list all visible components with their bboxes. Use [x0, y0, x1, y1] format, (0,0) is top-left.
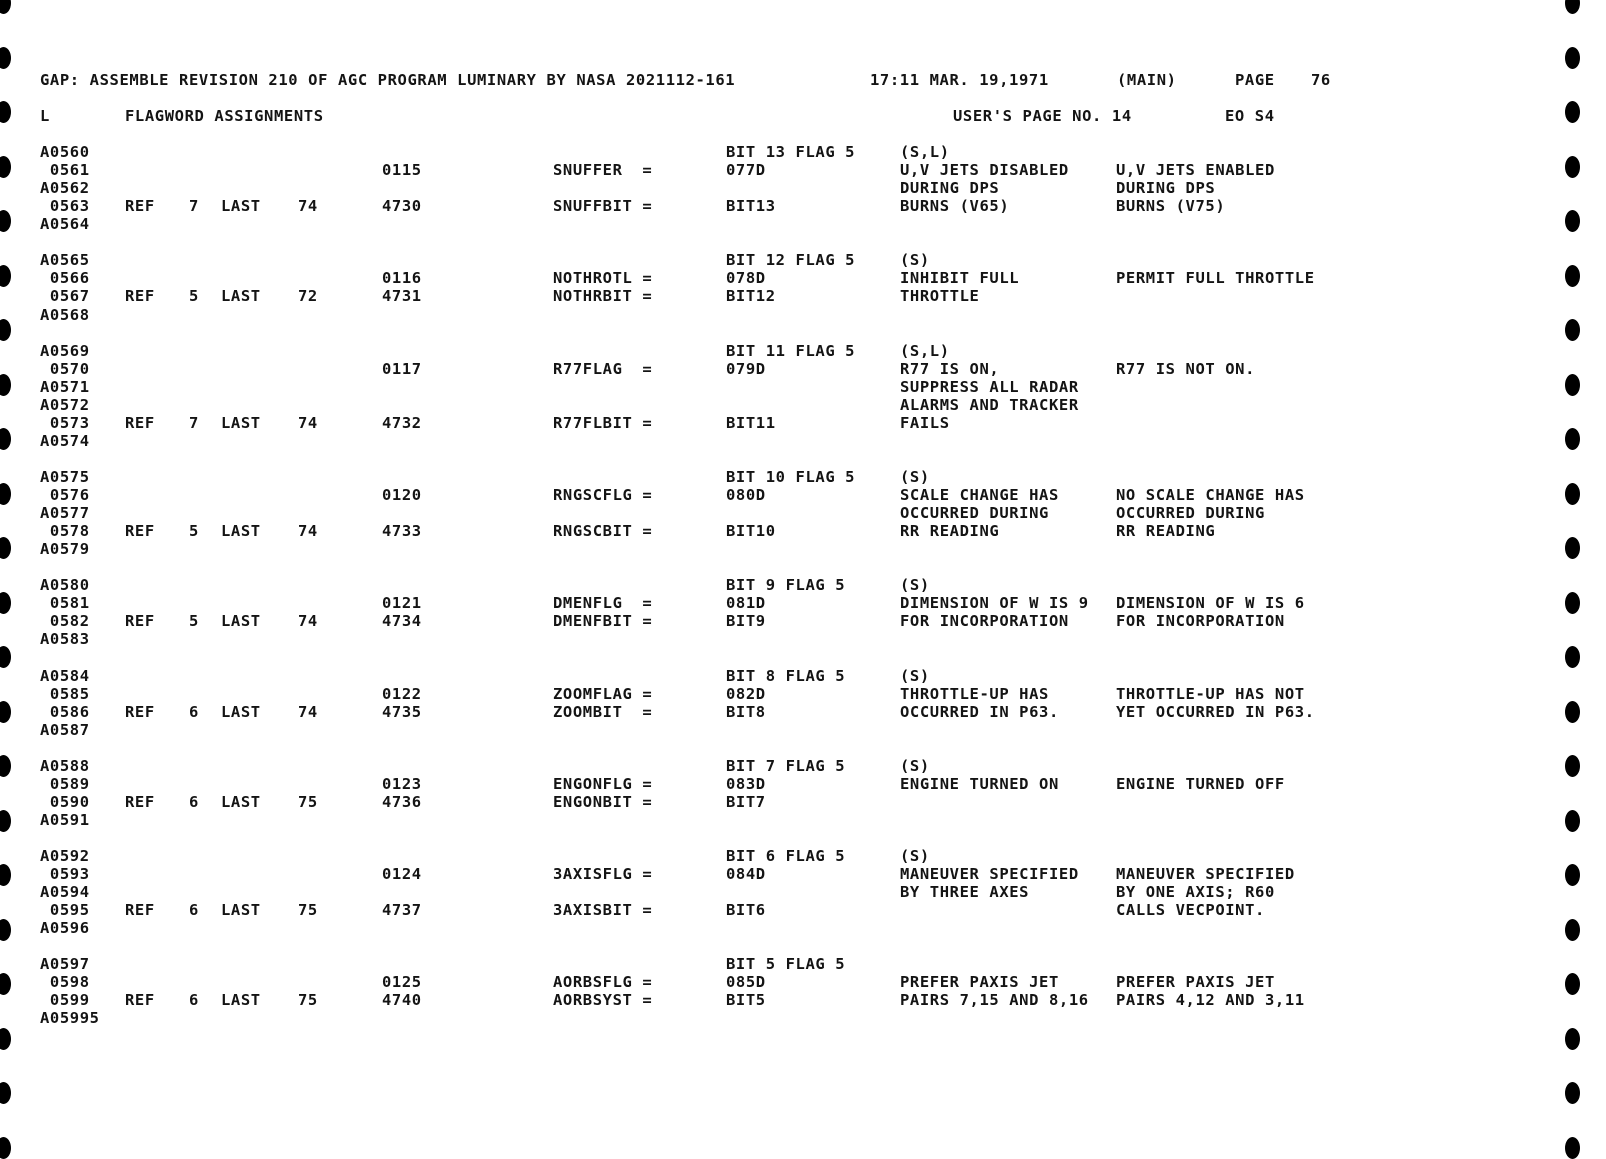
address: 0125: [382, 973, 422, 992]
feed-hole-icon: [0, 1082, 11, 1104]
description-reset: R77 IS NOT ON.: [1116, 359, 1256, 378]
line-sequence: A0591: [40, 810, 90, 829]
value: 078D: [726, 269, 766, 288]
line-sequence: A0560: [40, 143, 90, 161]
description-set: U,V JETS DISABLED: [900, 161, 1069, 180]
feed-hole-icon: [0, 47, 11, 69]
symbol: DMENFBIT =: [553, 612, 653, 631]
last-label: LAST: [221, 991, 261, 1010]
address: 0120: [382, 485, 422, 504]
feed-hole-icon: [1565, 101, 1580, 123]
feed-hole-icon: [1565, 919, 1580, 941]
last-page: 74: [298, 197, 318, 216]
feed-hole-icon: [1565, 428, 1580, 450]
description-reset: CALLS VECPOINT.: [1116, 901, 1265, 920]
last-label: LAST: [221, 612, 261, 631]
address: 0121: [382, 594, 422, 613]
subheader-title: FLAGWORD ASSIGNMENTS: [125, 107, 324, 125]
line-sequence: A0583: [40, 630, 90, 649]
address: 0122: [382, 684, 422, 703]
feed-hole-icon: [0, 701, 11, 723]
header-timestamp: 17:11 MAR. 19,1971: [870, 71, 1049, 89]
description-set: (S): [900, 467, 930, 486]
value: 083D: [726, 774, 766, 793]
feed-hole-icon: [0, 755, 11, 777]
feed-hole-icon: [0, 101, 11, 123]
description-set: DIMENSION OF W IS 9: [900, 594, 1089, 613]
line-sequence: A0562: [40, 179, 90, 198]
value: BIT 7 FLAG 5: [726, 756, 846, 775]
description-set: PREFER PAXIS JET: [900, 973, 1059, 992]
feed-hole-icon: [0, 973, 11, 995]
line-sequence: A0575: [40, 467, 90, 486]
value: BIT 12 FLAG 5: [726, 251, 856, 270]
description-reset: NO SCALE CHANGE HAS: [1116, 485, 1305, 504]
description-set: MANEUVER SPECIFIED: [900, 865, 1079, 883]
value: 079D: [726, 359, 766, 378]
value: BIT5: [726, 991, 766, 1010]
address: 4735: [382, 702, 422, 721]
symbol: 3AXISFLG =: [553, 865, 653, 883]
description-reset: THROTTLE-UP HAS NOT: [1116, 684, 1305, 703]
ref-count: 5: [189, 287, 199, 306]
feed-hole-icon: [1565, 156, 1580, 178]
symbol: SNUFFBIT =: [553, 197, 653, 216]
line-sequence: A0594: [40, 883, 90, 902]
line-sequence: A05995: [40, 1009, 100, 1028]
value: BIT 6 FLAG 5: [726, 847, 846, 865]
symbol: SNUFFER =: [553, 161, 653, 180]
feed-hole-icon: [1565, 1137, 1580, 1159]
ref-label: REF: [125, 287, 155, 306]
feed-hole-icon: [0, 156, 11, 178]
ref-count: 6: [189, 991, 199, 1010]
ref-label: REF: [125, 702, 155, 721]
address: 4734: [382, 612, 422, 631]
symbol: ZOOMBIT =: [553, 702, 653, 721]
description-set: FOR INCORPORATION: [900, 612, 1069, 631]
description-set: (S,L): [900, 143, 950, 161]
line-sequence: 0590: [40, 792, 90, 811]
description-set: ENGINE TURNED ON: [900, 774, 1059, 793]
feed-hole-icon: [1565, 755, 1580, 777]
line-sequence: A0565: [40, 251, 90, 270]
feed-hole-icon: [0, 592, 11, 614]
feed-hole-icon: [0, 428, 11, 450]
line-sequence: A0580: [40, 576, 90, 595]
ref-count: 7: [189, 197, 199, 216]
value: BIT9: [726, 612, 766, 631]
ref-label: REF: [125, 901, 155, 920]
line-sequence: A0574: [40, 431, 90, 450]
line-sequence: 0570: [40, 359, 90, 378]
line-sequence: A0588: [40, 756, 90, 775]
description-set: RR READING: [900, 522, 1000, 540]
feed-hole-icon: [1565, 701, 1580, 723]
value: 080D: [726, 485, 766, 504]
feed-hole-icon: [0, 210, 11, 232]
address: 0123: [382, 774, 422, 793]
ref-label: REF: [125, 612, 155, 631]
line-sequence: 0599: [40, 991, 90, 1010]
address: 4737: [382, 901, 422, 920]
feed-hole-icon: [0, 483, 11, 505]
ref-count: 6: [189, 901, 199, 920]
description-set: THROTTLE-UP HAS: [900, 684, 1049, 703]
ref-label: REF: [125, 413, 155, 432]
line-sequence: A0569: [40, 341, 90, 360]
feed-hole-icon: [0, 1137, 11, 1159]
description-set: (S,L): [900, 341, 950, 360]
line-sequence: 0598: [40, 973, 90, 992]
feed-hole-icon: [0, 374, 11, 396]
value: BIT11: [726, 413, 776, 432]
description-set: FAILS: [900, 413, 950, 432]
header-page-number: 76: [1311, 71, 1331, 89]
feed-hole-icon: [1565, 537, 1580, 559]
symbol: R77FLBIT =: [553, 413, 653, 432]
line-sequence: 0567: [40, 287, 90, 306]
feed-hole-icon: [1565, 210, 1580, 232]
line-sequence: A0564: [40, 215, 90, 234]
feed-hole-icon: [1565, 973, 1580, 995]
value: BIT 10 FLAG 5: [726, 467, 856, 486]
address: 0124: [382, 865, 422, 883]
line-sequence: A0572: [40, 395, 90, 414]
ref-count: 7: [189, 413, 199, 432]
feed-hole-icon: [1565, 592, 1580, 614]
address: 4736: [382, 792, 422, 811]
value: 077D: [726, 161, 766, 180]
line-sequence: 0581: [40, 594, 90, 613]
value: BIT6: [726, 901, 766, 920]
line-sequence: 0589: [40, 774, 90, 793]
last-label: LAST: [221, 197, 261, 216]
value: BIT 8 FLAG 5: [726, 666, 846, 685]
description-set: SCALE CHANGE HAS: [900, 485, 1059, 504]
symbol: NOTHRBIT =: [553, 287, 653, 306]
header-title: GAP: ASSEMBLE REVISION 210 OF AGC PROGRAM LUMINARY BY NASA 2021112-161: [40, 71, 736, 89]
value: BIT13: [726, 197, 776, 216]
value: BIT 5 FLAG 5: [726, 955, 846, 974]
symbol: ZOOMFLAG =: [553, 684, 653, 703]
header-section: (MAIN): [1117, 71, 1177, 89]
description-set: PAIRS 7,15 AND 8,16: [900, 991, 1089, 1010]
description-set: (S): [900, 756, 930, 775]
last-page: 75: [298, 792, 318, 811]
last-label: LAST: [221, 522, 261, 540]
last-label: LAST: [221, 702, 261, 721]
line-sequence: A0592: [40, 847, 90, 865]
symbol: RNGSCFLG =: [553, 485, 653, 504]
description-set: THROTTLE: [900, 287, 980, 306]
feed-hole-icon: [1565, 646, 1580, 668]
feed-hole-icon: [0, 810, 11, 832]
ref-count: 5: [189, 612, 199, 631]
description-set: (S): [900, 847, 930, 865]
value: BIT12: [726, 287, 776, 306]
value: BIT10: [726, 522, 776, 540]
description-set: R77 IS ON,: [900, 359, 1000, 378]
value: 085D: [726, 973, 766, 992]
line-sequence: A0596: [40, 919, 90, 938]
description-set: (S): [900, 666, 930, 685]
line-sequence: 0561: [40, 161, 90, 180]
last-label: LAST: [221, 287, 261, 306]
last-page: 75: [298, 991, 318, 1010]
line-sequence: 0573: [40, 413, 90, 432]
address: 4733: [382, 522, 422, 540]
ref-label: REF: [125, 522, 155, 540]
value: BIT8: [726, 702, 766, 721]
last-label: LAST: [221, 792, 261, 811]
description-reset: U,V JETS ENABLED: [1116, 161, 1275, 180]
feed-hole-icon: [1565, 319, 1580, 341]
feed-hole-icon: [0, 537, 11, 559]
description-set: BY THREE AXES: [900, 883, 1030, 902]
address: 4730: [382, 197, 422, 216]
last-page: 74: [298, 702, 318, 721]
symbol: AORBSFLG =: [553, 973, 653, 992]
feed-hole-icon: [1565, 47, 1580, 69]
value: BIT7: [726, 792, 766, 811]
ref-label: REF: [125, 197, 155, 216]
description-set: INHIBIT FULL: [900, 269, 1020, 288]
ref-count: 6: [189, 792, 199, 811]
description-set: (S): [900, 576, 930, 595]
line-sequence: A0584: [40, 666, 90, 685]
header-page-label: PAGE: [1235, 71, 1275, 89]
value: BIT 11 FLAG 5: [726, 341, 856, 360]
description-reset: DIMENSION OF W IS 6: [1116, 594, 1305, 613]
users-page-number: USER'S PAGE NO. 14: [953, 107, 1132, 125]
feed-hole-icon: [1565, 1028, 1580, 1050]
value: 082D: [726, 684, 766, 703]
description-set: OCCURRED IN P63.: [900, 702, 1059, 721]
feed-hole-icon: [1565, 810, 1580, 832]
last-page: 74: [298, 413, 318, 432]
description-set: ALARMS AND TRACKER: [900, 395, 1079, 414]
description-reset: FOR INCORPORATION: [1116, 612, 1285, 631]
ref-count: 5: [189, 522, 199, 540]
feed-hole-icon: [1565, 1082, 1580, 1104]
symbol: DMENFLG =: [553, 594, 653, 613]
description-set: (S): [900, 251, 930, 270]
ref-label: REF: [125, 792, 155, 811]
address: 4731: [382, 287, 422, 306]
description-reset: OCCURRED DURING: [1116, 504, 1265, 522]
symbol: AORBSYST =: [553, 991, 653, 1010]
last-page: 72: [298, 287, 318, 306]
line-sequence: A0587: [40, 720, 90, 739]
value: 084D: [726, 865, 766, 883]
description-reset: YET OCCURRED IN P63.: [1116, 702, 1315, 721]
feed-hole-icon: [0, 0, 11, 14]
description-reset: BURNS (V75): [1116, 197, 1226, 216]
ref-label: REF: [125, 991, 155, 1010]
address: 0115: [382, 161, 422, 180]
last-page: 74: [298, 612, 318, 631]
line-sequence: 0576: [40, 485, 90, 504]
subheader-marker: L: [40, 107, 50, 125]
description-reset: RR READING: [1116, 522, 1216, 540]
description-reset: PAIRS 4,12 AND 3,11: [1116, 991, 1305, 1010]
last-label: LAST: [221, 901, 261, 920]
line-sequence: 0563: [40, 197, 90, 216]
feed-hole-icon: [0, 319, 11, 341]
feed-hole-icon: [0, 864, 11, 886]
line-sequence: 0586: [40, 702, 90, 721]
feed-hole-icon: [1565, 0, 1580, 14]
feed-hole-icon: [0, 919, 11, 941]
symbol: R77FLAG =: [553, 359, 653, 378]
line-sequence: A0579: [40, 540, 90, 559]
feed-hole-icon: [0, 265, 11, 287]
line-sequence: 0595: [40, 901, 90, 920]
address: 4740: [382, 991, 422, 1010]
description-set: DURING DPS: [900, 179, 1000, 198]
feed-hole-icon: [0, 646, 11, 668]
value: BIT 9 FLAG 5: [726, 576, 846, 595]
description-set: OCCURRED DURING: [900, 504, 1049, 522]
description-reset: MANEUVER SPECIFIED: [1116, 865, 1295, 883]
line-sequence: 0582: [40, 612, 90, 631]
symbol: ENGONBIT =: [553, 792, 653, 811]
feed-hole-icon: [0, 1028, 11, 1050]
ref-count: 6: [189, 702, 199, 721]
line-sequence: 0585: [40, 684, 90, 703]
description-set: SUPPRESS ALL RADAR: [900, 377, 1079, 396]
symbol: 3AXISBIT =: [553, 901, 653, 920]
line-sequence: A0568: [40, 305, 90, 324]
symbol: ENGONFLG =: [553, 774, 653, 793]
last-label: LAST: [221, 413, 261, 432]
address: 4732: [382, 413, 422, 432]
feed-hole-icon: [1565, 864, 1580, 886]
description-reset: PREFER PAXIS JET: [1116, 973, 1275, 992]
value: 081D: [726, 594, 766, 613]
line-sequence: 0593: [40, 865, 90, 883]
line-sequence: A0597: [40, 955, 90, 974]
line-sequence: A0577: [40, 504, 90, 522]
subheader-code: EO S4: [1225, 107, 1275, 125]
description-set: BURNS (V65): [900, 197, 1010, 216]
symbol: RNGSCBIT =: [553, 522, 653, 540]
description-reset: ENGINE TURNED OFF: [1116, 774, 1285, 793]
description-reset: DURING DPS: [1116, 179, 1216, 198]
address: 0116: [382, 269, 422, 288]
description-reset: BY ONE AXIS; R60: [1116, 883, 1275, 902]
feed-hole-icon: [1565, 265, 1580, 287]
value: BIT 13 FLAG 5: [726, 143, 856, 161]
line-sequence: 0566: [40, 269, 90, 288]
description-reset: PERMIT FULL THROTTLE: [1116, 269, 1315, 288]
line-sequence: A0571: [40, 377, 90, 396]
last-page: 74: [298, 522, 318, 540]
line-sequence: 0578: [40, 522, 90, 540]
symbol: NOTHROTL =: [553, 269, 653, 288]
last-page: 75: [298, 901, 318, 920]
feed-hole-icon: [1565, 374, 1580, 396]
address: 0117: [382, 359, 422, 378]
feed-hole-icon: [1565, 483, 1580, 505]
